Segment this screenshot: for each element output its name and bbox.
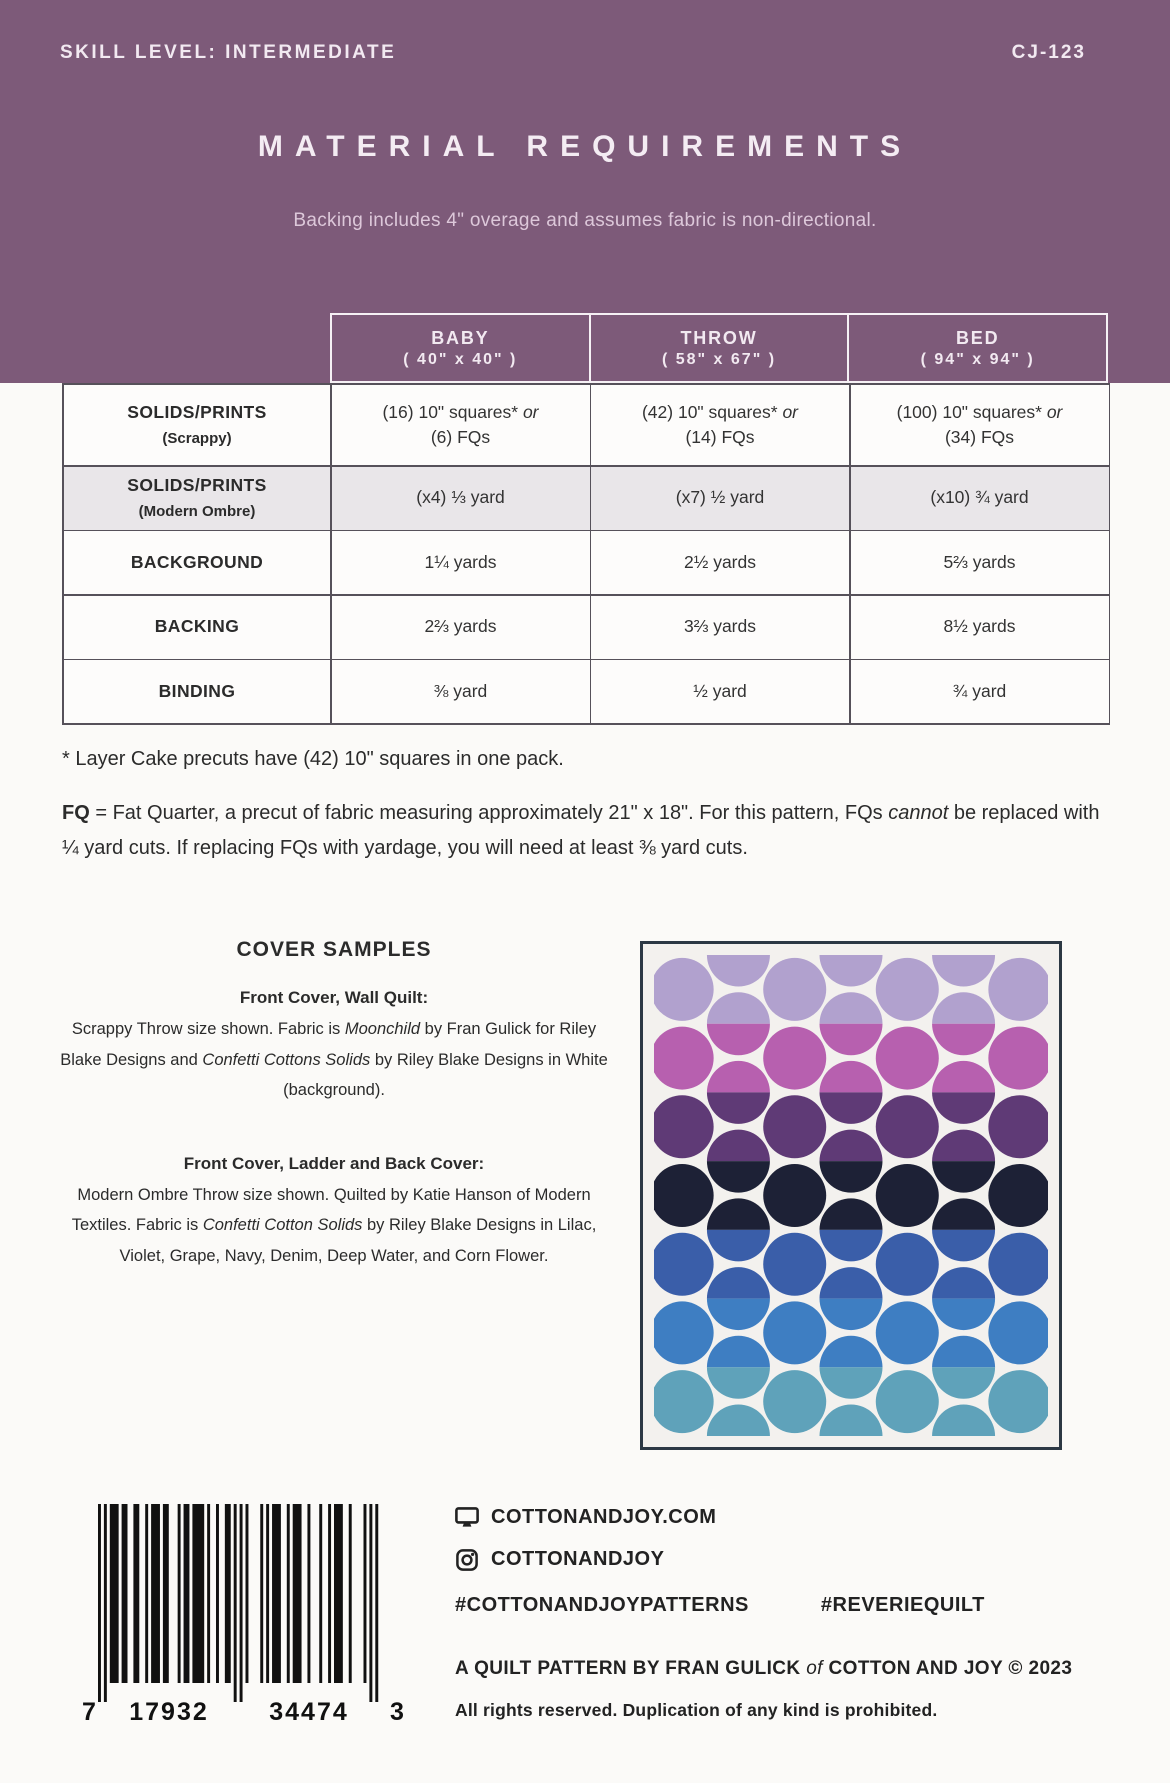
layer-cake-footnote: * Layer Cake precuts have (42) 10" squares in one pack. [62,748,564,770]
column-header-name: BABY [431,327,490,348]
hashtag-reverie: #REVERIEQUILT [820,1594,985,1616]
table-cell: (42) 10" squares* or (14) FQs [591,385,849,465]
footer-instagram-row [455,1548,664,1571]
column-header [591,313,850,383]
column-header [330,313,591,383]
table-cell: 3⅔ yards [591,596,849,659]
barcode-digit-group2: 34474 [269,1698,349,1726]
materials-table [62,383,1110,725]
section-title: Front Cover, Wall Quilt: [239,988,429,1007]
table-cell: 2⅔ yards [332,596,590,659]
fq-footnote: FQ = Fat Quarter, a precut of fabric measuring approximately 21" x 18". For this pattern, FQs cannot be replaced with ¼ yard cuts. If replacing FQs with yardage, you will need at least ⅜ yard cuts. [62,802,1100,859]
page-title: MATERIAL REQUIREMENTS [257,130,913,163]
cover-sample-section [58,1154,610,1272]
column-header-size: ( 58" x 67" ) [661,350,777,368]
column-header-name: BED [955,327,1000,348]
table-cell: 8½ yards [851,596,1109,659]
cover-samples-heading: COVER SAMPLES [236,938,432,961]
table-cell: ⅜ yard [332,660,590,723]
column-header-name: THROW [680,327,758,348]
cover-sample-section [58,988,610,1106]
quilt-photo [640,941,1062,1450]
table-cell: (16) 10" squares* or (6) FQs [332,385,590,465]
row-label: SOLIDS/PRINTS (Modern Ombre) [64,467,330,530]
cover-samples [58,938,610,1271]
barcode-digit-right: 3 [390,1698,406,1726]
row-label: BACKGROUND [64,531,330,594]
hashtag-patterns: #COTTONANDJOYPATTERNS [455,1594,749,1616]
section-title: Front Cover, Ladder and Back Cover: [183,1153,485,1173]
page-subtitle: Backing includes 4" overage and assumes fabric is non-directional. [293,210,877,231]
pattern-code: CJ-123 [1011,42,1086,63]
barcode [72,1502,412,1728]
column-header-size: ( 40" x 40" ) [403,350,518,368]
quilt-pattern-graphic [654,955,1048,1436]
footer-website-row [455,1506,716,1529]
section-body: Modern Ombre Throw size shown. Quilted by Katie Hanson of Modern Textiles. Fabric is Confetti Cotton Solids by Riley Blake Designs in Lilac, Violet, Grape, Navy, Denim, Deep Water, and Corn Flower. [71,1185,597,1265]
instagram-icon [455,1549,479,1571]
hashtags-row [455,1594,985,1617]
column-header [849,313,1108,383]
fq-abbr: FQ [62,802,90,824]
table-cell: ½ yard [591,660,849,723]
column-header-size: ( 94" x 94" ) [920,350,1035,368]
table-cell: (x4) ⅓ yard [332,467,590,530]
barcode-digit-left: 7 [82,1698,98,1726]
table-cell: (100) 10" squares* or (34) FQs [851,385,1109,465]
skill-level-text: SKILL LEVEL: INTERMEDIATE [60,42,397,63]
section-body: Scrappy Throw size shown. Fabric is Moonchild by Fran Gulick for Riley Blake Designs and Confetti Cottons Solids by Riley Blake Designs in White (background). [60,1020,608,1100]
monitor-icon [455,1507,479,1529]
table-cell: (x10) ¾ yard [851,467,1109,530]
instagram-handle: COTTONANDJOY [491,1548,665,1570]
barcode-bars [72,1502,412,1728]
table-cell: 5⅔ yards [851,531,1109,594]
rights-line: All rights reserved. Duplication of any kind is prohibited. [455,1700,938,1720]
row-label: BACKING [64,596,330,659]
credit-line: A QUILT PATTERN BY FRAN GULICK of COTTON AND JOY © 2023 [455,1658,1073,1679]
barcode-digit-group1: 17932 [129,1698,209,1726]
row-label: BINDING [64,660,330,723]
website-text: COTTONANDJOY.COM [491,1506,717,1528]
table-cell: ¾ yard [851,660,1109,723]
row-label: SOLIDS/PRINTS (Scrappy) [64,385,330,465]
table-column-headers [330,313,1108,383]
table-cell: (x7) ½ yard [591,467,849,530]
table-cell: 1¼ yards [332,531,590,594]
table-cell: 2½ yards [591,531,849,594]
